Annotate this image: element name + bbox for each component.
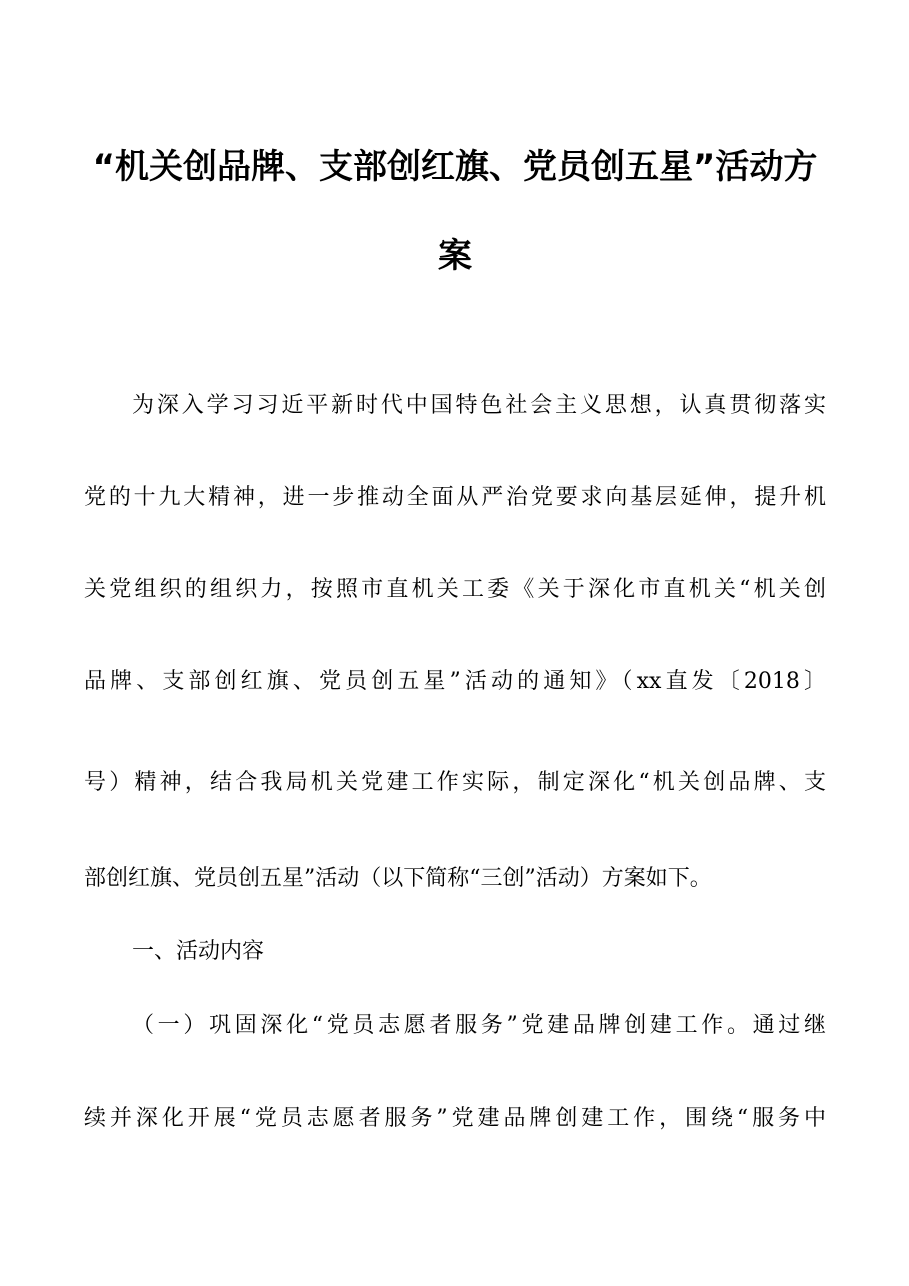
paragraph-1-line-1: 为深入学习习近平新时代中国特色社会主义思想，认真贯彻落实 (132, 393, 826, 418)
document-title-line-1: “机关创品牌、支部创红旗、党员创五星”活动方 (92, 147, 818, 187)
document-title-line-2: 案 (438, 236, 472, 276)
paragraph-1-line-3: 关党组织的组织力，按照市直机关工委《关于深化市直机关“机关创 (84, 577, 826, 602)
paragraph-1-line-4: 品牌、支部创红旗、党员创五星”活动的通知》（xx直发〔2018〕 (84, 669, 826, 694)
paragraph-2-line-1: （一）巩固深化“党员志愿者服务”党建品牌创建工作。通过继 (132, 1013, 826, 1038)
section-heading: 一、活动内容 (132, 939, 265, 964)
paragraph-1-line-5: 号）精神，结合我局机关党建工作实际，制定深化“机关创品牌、支 (84, 770, 826, 795)
paragraph-2-line-2: 续并深化开展“党员志愿者服务”党建品牌创建工作，围绕“服务中 (84, 1106, 826, 1131)
paragraph-1-line-6: 部创红旗、党员创五星”活动（以下简称“三创”活动）方案如下。 (84, 866, 712, 891)
paragraph-1-line-2: 党的十九大精神，进一步推动全面从严治党要求向基层延伸，提升机 (84, 485, 826, 510)
